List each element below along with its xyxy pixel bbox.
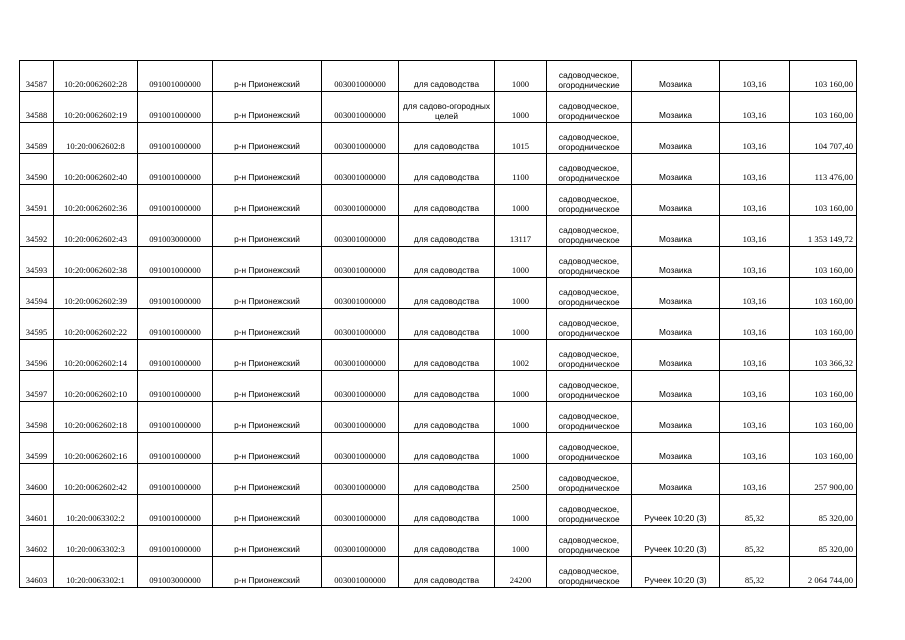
row-number-cell: 34594 — [20, 278, 54, 309]
district-cell: р-н Прионежский — [213, 495, 322, 526]
table-row — [20, 123, 857, 154]
cadastral-number-cell: 10:20:0062602:14 — [54, 340, 138, 371]
cadastral-value-cell: 103 160,00 — [790, 433, 857, 464]
cadastral-number-cell: 10:20:0062602:18 — [54, 402, 138, 433]
permitted-use-cell: для садоводства — [399, 247, 495, 278]
area-cell: 1000 — [495, 433, 547, 464]
row-number-cell: 34592 — [20, 216, 54, 247]
row-number-cell: 34587 — [20, 61, 54, 92]
district-cell: р-н Прионежский — [213, 247, 322, 278]
rate-cell: 103,16 — [720, 247, 790, 278]
zone-cell: Мозаика — [632, 433, 720, 464]
area-cell: 1100 — [495, 154, 547, 185]
zone-cell: Мозаика — [632, 464, 720, 495]
rate-cell: 103,16 — [720, 154, 790, 185]
permitted-use-cell: для садоводства — [399, 61, 495, 92]
okato-code-cell: 091001000000 — [138, 92, 213, 123]
okato-code-cell: 091001000000 — [138, 61, 213, 92]
category-code-cell: 003001000000 — [322, 309, 399, 340]
rate-cell: 103,16 — [720, 309, 790, 340]
okato-code-cell: 091001000000 — [138, 247, 213, 278]
row-number-cell: 34600 — [20, 464, 54, 495]
table-row — [20, 154, 857, 185]
row-number-cell: 34601 — [20, 495, 54, 526]
category-code-cell: 003001000000 — [322, 433, 399, 464]
okato-code-cell: 091001000000 — [138, 433, 213, 464]
table-row — [20, 340, 857, 371]
okato-code-cell: 091001000000 — [138, 123, 213, 154]
permitted-use-cell: для садоводства — [399, 495, 495, 526]
row-number-cell: 34590 — [20, 154, 54, 185]
cadastral-value-cell: 103 160,00 — [790, 402, 857, 433]
purpose-cell: садоводческое, огороднические — [547, 61, 632, 92]
permitted-use-cell: для садоводства — [399, 216, 495, 247]
purpose-cell: садоводческое, огородническое — [547, 526, 632, 557]
permitted-use-cell: для садоводства — [399, 154, 495, 185]
area-cell: 1000 — [495, 185, 547, 216]
district-cell: р-н Прионежский — [213, 464, 322, 495]
rate-cell: 103,16 — [720, 340, 790, 371]
cadastral-value-cell: 257 900,00 — [790, 464, 857, 495]
rate-cell: 85,32 — [720, 557, 790, 588]
rate-cell: 103,16 — [720, 61, 790, 92]
okato-code-cell: 091001000000 — [138, 340, 213, 371]
rate-cell: 103,16 — [720, 185, 790, 216]
cadastral-value-cell: 113 476,00 — [790, 154, 857, 185]
cadastral-number-cell: 10:20:0062602:42 — [54, 464, 138, 495]
cadastral-number-cell: 10:20:0062602:28 — [54, 61, 138, 92]
category-code-cell: 003001000000 — [322, 464, 399, 495]
cadastral-number-cell: 10:20:0062602:8 — [54, 123, 138, 154]
purpose-cell: садоводческое, огородническое — [547, 185, 632, 216]
category-code-cell: 003001000000 — [322, 402, 399, 433]
purpose-cell: садоводческое, огородническое — [547, 464, 632, 495]
rate-cell: 85,32 — [720, 495, 790, 526]
category-code-cell: 003001000000 — [322, 123, 399, 154]
rate-cell: 103,16 — [720, 371, 790, 402]
district-cell: р-н Прионежский — [213, 433, 322, 464]
okato-code-cell: 091001000000 — [138, 278, 213, 309]
cadastral-number-cell: 10:20:0062602:38 — [54, 247, 138, 278]
category-code-cell: 003001000000 — [322, 557, 399, 588]
row-number-cell: 34598 — [20, 402, 54, 433]
okato-code-cell: 091003000000 — [138, 557, 213, 588]
district-cell: р-н Прионежский — [213, 340, 322, 371]
district-cell: р-н Прионежский — [213, 309, 322, 340]
cadastral-value-cell: 85 320,00 — [790, 526, 857, 557]
rate-cell: 103,16 — [720, 216, 790, 247]
purpose-cell: садоводческое, огородническое — [547, 216, 632, 247]
purpose-cell: садоводческое, огородническое — [547, 278, 632, 309]
permitted-use-cell: для садоводства — [399, 464, 495, 495]
okato-code-cell: 091001000000 — [138, 309, 213, 340]
area-cell: 1000 — [495, 92, 547, 123]
district-cell: р-н Прионежский — [213, 371, 322, 402]
zone-cell: Мозаика — [632, 61, 720, 92]
purpose-cell: садоводческое, огородническое — [547, 154, 632, 185]
row-number-cell: 34603 — [20, 557, 54, 588]
zone-cell: Мозаика — [632, 123, 720, 154]
cadastral-value-cell: 103 160,00 — [790, 247, 857, 278]
cadastral-number-cell: 10:20:0062602:22 — [54, 309, 138, 340]
table-row — [20, 557, 857, 588]
district-cell: р-н Прионежский — [213, 402, 322, 433]
district-cell: р-н Прионежский — [213, 526, 322, 557]
okato-code-cell: 091001000000 — [138, 402, 213, 433]
purpose-cell: садоводческое, огородническое — [547, 433, 632, 464]
category-code-cell: 003001000000 — [322, 61, 399, 92]
zone-cell: Мозаика — [632, 309, 720, 340]
table-row — [20, 185, 857, 216]
cadastral-value-cell: 103 160,00 — [790, 92, 857, 123]
area-cell: 1000 — [495, 371, 547, 402]
category-code-cell: 003001000000 — [322, 92, 399, 123]
permitted-use-cell: для садоводства — [399, 371, 495, 402]
purpose-cell: садоводческое, огородническое — [547, 92, 632, 123]
okato-code-cell: 091001000000 — [138, 526, 213, 557]
table-row — [20, 402, 857, 433]
cadastral-value-cell: 103 160,00 — [790, 309, 857, 340]
category-code-cell: 003001000000 — [322, 371, 399, 402]
okato-code-cell: 091001000000 — [138, 371, 213, 402]
cadastral-value-cell: 103 160,00 — [790, 371, 857, 402]
area-cell: 1000 — [495, 402, 547, 433]
okato-code-cell: 091001000000 — [138, 154, 213, 185]
purpose-cell: садоводческое, огородническое — [547, 247, 632, 278]
area-cell: 1000 — [495, 247, 547, 278]
rate-cell: 103,16 — [720, 123, 790, 154]
okato-code-cell: 091001000000 — [138, 185, 213, 216]
row-number-cell: 34599 — [20, 433, 54, 464]
table-row — [20, 495, 857, 526]
rate-cell: 103,16 — [720, 278, 790, 309]
purpose-cell: садоводческое, огородническое — [547, 340, 632, 371]
cadastral-value-cell: 2 064 744,00 — [790, 557, 857, 588]
district-cell: р-н Прионежский — [213, 557, 322, 588]
cadastral-value-cell: 104 707,40 — [790, 123, 857, 154]
permitted-use-cell: для садоводства — [399, 123, 495, 154]
okato-code-cell: 091001000000 — [138, 464, 213, 495]
rate-cell: 103,16 — [720, 92, 790, 123]
zone-cell: Мозаика — [632, 278, 720, 309]
cadastral-number-cell: 10:20:0062602:39 — [54, 278, 138, 309]
district-cell: р-н Прионежский — [213, 216, 322, 247]
row-number-cell: 34595 — [20, 309, 54, 340]
rate-cell: 103,16 — [720, 464, 790, 495]
table-row — [20, 92, 857, 123]
cadastral-number-cell: 10:20:0062602:36 — [54, 185, 138, 216]
cadastral-number-cell: 10:20:0062602:43 — [54, 216, 138, 247]
cadastral-number-cell: 10:20:0062602:40 — [54, 154, 138, 185]
table-row — [20, 464, 857, 495]
category-code-cell: 003001000000 — [322, 278, 399, 309]
row-number-cell: 34597 — [20, 371, 54, 402]
table-row — [20, 371, 857, 402]
cadastral-number-cell: 10:20:0063302:3 — [54, 526, 138, 557]
category-code-cell: 003001000000 — [322, 495, 399, 526]
category-code-cell: 003001000000 — [322, 185, 399, 216]
row-number-cell: 34596 — [20, 340, 54, 371]
permitted-use-cell: для садово-огородных целей — [399, 92, 495, 123]
district-cell: р-н Прионежский — [213, 278, 322, 309]
row-number-cell: 34593 — [20, 247, 54, 278]
permitted-use-cell: для садоводства — [399, 402, 495, 433]
purpose-cell: садоводческое, огородническое — [547, 557, 632, 588]
row-number-cell: 34588 — [20, 92, 54, 123]
purpose-cell: садоводческое, огородническое — [547, 402, 632, 433]
table-row — [20, 278, 857, 309]
zone-cell: Ручеек 10:20 (3) — [632, 495, 720, 526]
purpose-cell: садоводческое, огородническое — [547, 495, 632, 526]
table-row — [20, 309, 857, 340]
area-cell: 1000 — [495, 61, 547, 92]
permitted-use-cell: для садоводства — [399, 433, 495, 464]
table-body — [20, 61, 857, 588]
area-cell: 24200 — [495, 557, 547, 588]
cadastral-number-cell: 10:20:0063302:1 — [54, 557, 138, 588]
zone-cell: Мозаика — [632, 216, 720, 247]
cadastral-number-cell: 10:20:0062602:10 — [54, 371, 138, 402]
area-cell: 13117 — [495, 216, 547, 247]
purpose-cell: садоводческое, огородническое — [547, 123, 632, 154]
area-cell: 1000 — [495, 309, 547, 340]
permitted-use-cell: для садоводства — [399, 309, 495, 340]
permitted-use-cell: для садоводства — [399, 185, 495, 216]
cadastral-value-cell: 103 160,00 — [790, 61, 857, 92]
category-code-cell: 003001000000 — [322, 247, 399, 278]
row-number-cell: 34602 — [20, 526, 54, 557]
area-cell: 1000 — [495, 526, 547, 557]
zone-cell: Мозаика — [632, 185, 720, 216]
zone-cell: Мозаика — [632, 371, 720, 402]
zone-cell: Мозаика — [632, 92, 720, 123]
category-code-cell: 003001000000 — [322, 526, 399, 557]
row-number-cell: 34589 — [20, 123, 54, 154]
area-cell: 1015 — [495, 123, 547, 154]
purpose-cell: садоводческое, огородническое — [547, 309, 632, 340]
zone-cell: Мозаика — [632, 340, 720, 371]
zone-cell: Мозаика — [632, 247, 720, 278]
row-number-cell: 34591 — [20, 185, 54, 216]
table-row — [20, 526, 857, 557]
permitted-use-cell: для садоводства — [399, 278, 495, 309]
area-cell: 1002 — [495, 340, 547, 371]
category-code-cell: 003001000000 — [322, 340, 399, 371]
okato-code-cell: 091001000000 — [138, 495, 213, 526]
purpose-cell: садоводческое, огородническое — [547, 371, 632, 402]
rate-cell: 103,16 — [720, 433, 790, 464]
permitted-use-cell: для садоводства — [399, 526, 495, 557]
cadastral-value-cell: 103 160,00 — [790, 278, 857, 309]
table-row — [20, 433, 857, 464]
rate-cell: 103,16 — [720, 402, 790, 433]
cadastral-value-cell: 103 160,00 — [790, 185, 857, 216]
cadastral-number-cell: 10:20:0062602:19 — [54, 92, 138, 123]
land-parcel-table — [19, 60, 857, 588]
zone-cell: Ручеек 10:20 (3) — [632, 526, 720, 557]
rate-cell: 85,32 — [720, 526, 790, 557]
district-cell: р-н Прионежский — [213, 123, 322, 154]
permitted-use-cell: для садоводства — [399, 340, 495, 371]
category-code-cell: 003001000000 — [322, 216, 399, 247]
area-cell: 2500 — [495, 464, 547, 495]
permitted-use-cell: для садоводства — [399, 557, 495, 588]
district-cell: р-н Прионежский — [213, 61, 322, 92]
cadastral-value-cell: 103 366,32 — [790, 340, 857, 371]
area-cell: 1000 — [495, 495, 547, 526]
table-row — [20, 216, 857, 247]
district-cell: р-н Прионежский — [213, 154, 322, 185]
zone-cell: Ручеек 10:20 (3) — [632, 557, 720, 588]
table-row — [20, 247, 857, 278]
cadastral-value-cell: 1 353 149,72 — [790, 216, 857, 247]
okato-code-cell: 091003000000 — [138, 216, 213, 247]
table-row — [20, 61, 857, 92]
zone-cell: Мозаика — [632, 154, 720, 185]
cadastral-number-cell: 10:20:0062602:16 — [54, 433, 138, 464]
area-cell: 1000 — [495, 278, 547, 309]
cadastral-value-cell: 85 320,00 — [790, 495, 857, 526]
district-cell: р-н Прионежский — [213, 92, 322, 123]
cadastral-number-cell: 10:20:0063302:2 — [54, 495, 138, 526]
category-code-cell: 003001000000 — [322, 154, 399, 185]
district-cell: р-н Прионежский — [213, 185, 322, 216]
zone-cell: Мозаика — [632, 402, 720, 433]
